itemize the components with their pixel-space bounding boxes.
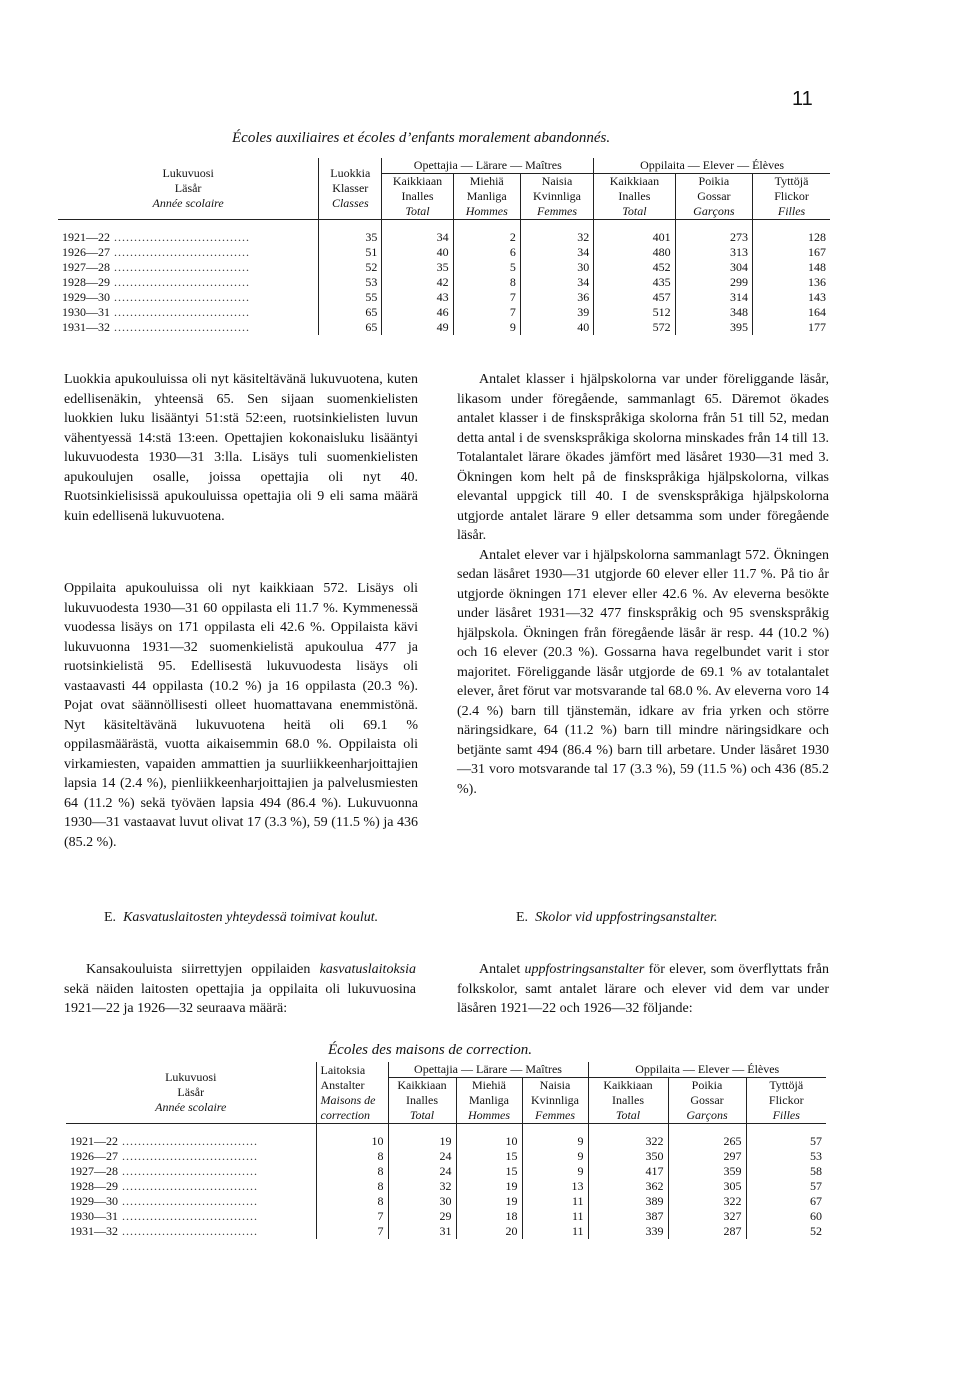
row-value-cell: 19 bbox=[456, 1179, 522, 1194]
row-value-cell: 299 bbox=[675, 275, 752, 290]
row-value-cell: 480 bbox=[594, 245, 675, 260]
row-year-cell: 1927—28 .................................. bbox=[62, 260, 250, 274]
row-value-cell: 42 bbox=[382, 275, 453, 290]
table2-caption: Écoles des maisons de correction. bbox=[328, 1042, 532, 1058]
row-value-cell: 389 bbox=[588, 1194, 668, 1209]
row-value-cell: 5 bbox=[453, 260, 520, 275]
row-value-cell: 350 bbox=[588, 1149, 668, 1164]
row-value-cell: 7 bbox=[316, 1224, 388, 1239]
row-value-cell: 18 bbox=[456, 1209, 522, 1224]
row-value-cell: 52 bbox=[319, 260, 382, 275]
row-value-cell: 13 bbox=[522, 1179, 588, 1194]
row-year-cell: 1931—32 .................................. bbox=[62, 320, 250, 334]
row-value-cell: 35 bbox=[319, 220, 382, 246]
row-value-cell: 8 bbox=[316, 1164, 388, 1179]
row-year-cell: 1926—27 .................................. bbox=[70, 1149, 258, 1163]
header-pupils-girls: Tyttöjä Flickor Filles bbox=[753, 174, 830, 220]
row-value-cell: 164 bbox=[753, 305, 830, 320]
header-pupils-boys: Poikia Gossar Garçons bbox=[675, 174, 752, 220]
header-pupils-group: Oppilaita — Elever — Élèves bbox=[594, 158, 830, 174]
row-value-cell: 297 bbox=[668, 1149, 746, 1164]
row-value-cell: 58 bbox=[746, 1164, 826, 1179]
table-row bbox=[66, 1179, 826, 1194]
row-value-cell: 51 bbox=[319, 245, 382, 260]
row-value-cell: 32 bbox=[388, 1179, 456, 1194]
row-value-cell: 177 bbox=[753, 320, 830, 335]
section-heading-swedish: E. Skolor vid uppfostringsanstalter. bbox=[516, 910, 718, 925]
table-auxiliary-schools bbox=[58, 158, 830, 335]
page-number: 11 bbox=[792, 88, 813, 110]
row-value-cell: 49 bbox=[382, 320, 453, 335]
row-value-cell: 7 bbox=[453, 305, 520, 320]
table-row bbox=[58, 290, 830, 305]
intro-finnish: Kansakouluista siirrettyjen oppilaiden kasvatuslaitoksia sekä näiden laitosten opettajia ja oppilaita oli lukuvuosina 1921—22 ja 1926—32 seuraava määrä: bbox=[64, 962, 416, 1016]
table-row bbox=[66, 1124, 826, 1150]
row-value-cell: 322 bbox=[668, 1194, 746, 1209]
row-value-cell: 53 bbox=[319, 275, 382, 290]
row-value-cell: 128 bbox=[753, 220, 830, 246]
row-value-cell: 395 bbox=[675, 320, 752, 335]
row-value-cell: 287 bbox=[668, 1224, 746, 1239]
row-value-cell: 31 bbox=[388, 1224, 456, 1239]
row-year-cell: 1921—22 .................................. bbox=[62, 230, 250, 244]
table-row bbox=[66, 1164, 826, 1179]
table-row bbox=[58, 320, 830, 335]
row-year-cell: 1930—31 .................................. bbox=[62, 305, 250, 319]
row-year-cell: 1927—28 .................................. bbox=[70, 1164, 258, 1178]
row-value-cell: 136 bbox=[753, 275, 830, 290]
row-year-cell: 1926—27 .................................. bbox=[62, 245, 250, 259]
row-value-cell: 305 bbox=[668, 1179, 746, 1194]
row-value-cell: 65 bbox=[319, 305, 382, 320]
header-pupils-total: Kaikkiaan Inalles Total bbox=[594, 174, 675, 220]
row-value-cell: 339 bbox=[588, 1224, 668, 1239]
row-value-cell: 167 bbox=[753, 245, 830, 260]
row-value-cell: 6 bbox=[453, 245, 520, 260]
row-value-cell: 457 bbox=[594, 290, 675, 305]
row-value-cell: 359 bbox=[668, 1164, 746, 1179]
row-value-cell: 8 bbox=[316, 1179, 388, 1194]
row-value-cell: 143 bbox=[753, 290, 830, 305]
table-row bbox=[58, 220, 830, 246]
row-value-cell: 57 bbox=[746, 1179, 826, 1194]
row-value-cell: 9 bbox=[522, 1124, 588, 1150]
header2-teachers-group: Opettajia — Lärare — Maîtres bbox=[388, 1062, 588, 1078]
header2-year: Lukuvuosi Läsår Année scolaire bbox=[66, 1062, 316, 1124]
row-value-cell: 273 bbox=[675, 220, 752, 246]
header2-pupils-girls: Tyttöjä Flickor Filles bbox=[746, 1078, 826, 1124]
row-value-cell: 572 bbox=[594, 320, 675, 335]
row-value-cell: 11 bbox=[522, 1209, 588, 1224]
row-value-cell: 314 bbox=[675, 290, 752, 305]
row-value-cell: 387 bbox=[588, 1209, 668, 1224]
header-teachers-total: Kaikkiaan Inalles Total bbox=[382, 174, 453, 220]
row-value-cell: 29 bbox=[388, 1209, 456, 1224]
header-teachers-group: Opettajia — Lärare — Maîtres bbox=[382, 158, 594, 174]
row-value-cell: 30 bbox=[520, 260, 593, 275]
row-value-cell: 53 bbox=[746, 1149, 826, 1164]
row-year-cell: 1928—29 .................................. bbox=[62, 275, 250, 289]
row-value-cell: 8 bbox=[453, 275, 520, 290]
header2-teachers-men: Miehiä Manliga Hommes bbox=[456, 1078, 522, 1124]
row-value-cell: 9 bbox=[522, 1164, 588, 1179]
table-row bbox=[66, 1194, 826, 1209]
row-value-cell: 8 bbox=[316, 1194, 388, 1209]
table-row bbox=[58, 305, 830, 320]
intro-swedish: Antalet uppfostringsanstalter för elever, som överflyttats från folkskolor, samt antalet lärare och elever vid dem var under läsåren 1921—22 och 1926—32 följande: bbox=[457, 962, 829, 1016]
row-value-cell: 512 bbox=[594, 305, 675, 320]
left-paragraph-2: Oppilaita apukouluissa oli nyt kaikkiaan 572. Lisäys oli lukuvuodesta 1930—31 60 oppilasta eli 11.7 %. Kymmenessä vuodessa lisäys on 171 oppilasta eli 42.6 %. Oppilaista kävi lukuvuonna 1931—32 suomenkielistä apukoulua 477 ja ruotsinkielistä 95. Edellisestä lukuvuodesta lisäys oli vastaavasti 44 oppilasta (10.2 %) ja 16 oppilasta (20.3 %). Pojat ovat säännöllisesti olleet huomattavana enemmistönä. Nyt käsiteltävänä lukuvuotena heitä oli 69.1 % oppilasmäärästä, vuotta aikaisemmin 68.0 %. Oppilaista oli virkamiesten, vapaiden ammattien ja suurliikkeenharjoittajien lapsia 14 (2.4 %), pienliikkeenharjoittajien ja palvelusmiesten 64 (11.2 %) sekä työväen lapsia 494 (86.4 %). Lukuvuonna 1930—31 vastaavat luvut olivat 17 (3.3 %), 59 (11.5 %) ja 436 (85.2 %). bbox=[64, 581, 418, 850]
header-teachers-men: Miehiä Manliga Hommes bbox=[453, 174, 520, 220]
row-value-cell: 362 bbox=[588, 1179, 668, 1194]
table-row bbox=[58, 245, 830, 260]
right-paragraphs: Antalet klasser i hjälpskolorna var under föreliggande läsår, likasom under föregående, sammanlagt 65. Däremot ökades antalet klasser i de finskspråkiga skolorna från 51 till 52, medan detta antal i de svenskspråkiga skolorna minskades från 14 till 13. Totalantalet lärare ökades jämfört med läsåret 1930—31 med 3. Ökningen kom helt på de finskspråkiga hjälpskolorna, vilkas elevantal uppgick till 40. I de svenskspråkiga hjälpskolorna utgjorde antalet lärare 9 eller detsamma som under föregående läsår. Antalet elever var i hjälpskolorna sammanlagt 572. Ökningen sedan läsåret 1930—31 utgjorde 60 elever eller 11.7 %. På tio år utgjorde ökningen 171 elever eller 42.6 %. Av eleverna besökte under läsåret 1931—32 477 finskspråkig och 95 svenskspråkig hjälpskola. Ökningen från föregående läsår är resp. 44 (10.2 %) och 16 elever (20.3 %). Gossarna hava regelbundet varit i stor majoritet. Föreliggande läsår utgjorde de 69.1 % av totalantalet elever, året förut var motsvarande tal 68.0 %. Av eleverna voro 14 (2.4 %) barn till tjänstemän, idkare av fria yrken och större näringsidkare, 64 (11.2 %) barn till mindre näringsidkare och betjänte samt 494 (86.4 %) barn till arbetare. Under läsåret 1930—31 voro motsvarande tal 17 (3.3 %), 59 (11.5 %) och 436 (85.2 %). bbox=[457, 372, 829, 797]
row-value-cell: 57 bbox=[746, 1124, 826, 1150]
row-value-cell: 39 bbox=[520, 305, 593, 320]
row-value-cell: 9 bbox=[522, 1149, 588, 1164]
row-value-cell: 19 bbox=[388, 1124, 456, 1150]
row-value-cell: 265 bbox=[668, 1124, 746, 1150]
row-value-cell: 43 bbox=[382, 290, 453, 305]
row-value-cell: 11 bbox=[522, 1224, 588, 1239]
header2-teachers-total: Kaikkiaan Inalles Total bbox=[388, 1078, 456, 1124]
table-row bbox=[66, 1224, 826, 1239]
section-heading-finnish: E. Kasvatuslaitosten yhteydessä toimivat koulut. bbox=[104, 910, 379, 925]
row-value-cell: 67 bbox=[746, 1194, 826, 1209]
header2-pupils-group: Oppilaita — Elever — Élèves bbox=[588, 1062, 826, 1078]
row-value-cell: 322 bbox=[588, 1124, 668, 1150]
row-value-cell: 452 bbox=[594, 260, 675, 275]
row-value-cell: 34 bbox=[382, 220, 453, 246]
row-year-cell: 1929—30 .................................. bbox=[62, 290, 250, 304]
row-value-cell: 10 bbox=[456, 1124, 522, 1150]
header-classes: Luokkia Klasser Classes bbox=[319, 158, 382, 220]
header-year: Lukuvuosi Läsår Année scolaire bbox=[58, 158, 319, 220]
row-value-cell: 55 bbox=[319, 290, 382, 305]
header2-pupils-total: Kaikkiaan Inalles Total bbox=[588, 1078, 668, 1124]
row-year-cell: 1931—32 .................................. bbox=[70, 1224, 258, 1238]
table-row bbox=[58, 260, 830, 275]
header2-pupils-boys: Poikia Gossar Garçons bbox=[668, 1078, 746, 1124]
row-value-cell: 24 bbox=[388, 1164, 456, 1179]
row-value-cell: 40 bbox=[520, 320, 593, 335]
row-year-cell: 1921—22 .................................. bbox=[70, 1134, 258, 1148]
row-value-cell: 7 bbox=[453, 290, 520, 305]
row-value-cell: 148 bbox=[753, 260, 830, 275]
row-value-cell: 348 bbox=[675, 305, 752, 320]
row-value-cell: 60 bbox=[746, 1209, 826, 1224]
row-value-cell: 40 bbox=[382, 245, 453, 260]
row-value-cell: 417 bbox=[588, 1164, 668, 1179]
row-value-cell: 34 bbox=[520, 245, 593, 260]
row-value-cell: 313 bbox=[675, 245, 752, 260]
header2-teachers-women: Naisia Kvinnliga Femmes bbox=[522, 1078, 588, 1124]
row-value-cell: 20 bbox=[456, 1224, 522, 1239]
row-value-cell: 52 bbox=[746, 1224, 826, 1239]
row-value-cell: 24 bbox=[388, 1149, 456, 1164]
row-value-cell: 10 bbox=[316, 1124, 388, 1150]
row-value-cell: 32 bbox=[520, 220, 593, 246]
header2-institutions: Laitoksia Anstalter Maisons de correction bbox=[316, 1062, 388, 1124]
row-value-cell: 34 bbox=[520, 275, 593, 290]
table-correction-schools bbox=[66, 1062, 826, 1239]
table-row bbox=[66, 1149, 826, 1164]
row-value-cell: 46 bbox=[382, 305, 453, 320]
row-year-cell: 1929—30 .................................. bbox=[70, 1194, 258, 1208]
header-teachers-women: Naisia Kvinnliga Femmes bbox=[520, 174, 593, 220]
table-row bbox=[58, 275, 830, 290]
row-value-cell: 36 bbox=[520, 290, 593, 305]
row-year-cell: 1930—31 .................................. bbox=[70, 1209, 258, 1223]
table1-caption: Écoles auxiliaires et écoles d’enfants moralement abandonnés. bbox=[232, 130, 611, 146]
row-value-cell: 15 bbox=[456, 1164, 522, 1179]
table1-body bbox=[58, 220, 830, 336]
row-value-cell: 11 bbox=[522, 1194, 588, 1209]
row-value-cell: 7 bbox=[316, 1209, 388, 1224]
row-value-cell: 8 bbox=[316, 1149, 388, 1164]
table-row bbox=[66, 1209, 826, 1224]
row-value-cell: 9 bbox=[453, 320, 520, 335]
left-paragraph-1: Luokkia apukouluissa oli nyt käsiteltävänä lukuvuotena, kuten edellisenäkin, yhteensä 65. Sen sijaan suomenkielisten luokkien luku lisääntyi 51:stä 52:een, ruotsinkielisten luvun vähentyessä 14:stä 13:een. Opettajien kokonaisluku lisääntyi lukuvuodesta 1930—31 3:lla. Lisäys tuli suomenkielisten apukoulujen osalle, joissa opettajia oli nyt 40. Ruotsinkielisissä apukouluissa opettajia oli 9 eli sama määrä kuin edellisenä lukuvuotena. bbox=[64, 372, 418, 524]
table2-body bbox=[66, 1124, 826, 1240]
row-value-cell: 2 bbox=[453, 220, 520, 246]
row-value-cell: 304 bbox=[675, 260, 752, 275]
row-value-cell: 65 bbox=[319, 320, 382, 335]
row-value-cell: 35 bbox=[382, 260, 453, 275]
row-value-cell: 327 bbox=[668, 1209, 746, 1224]
row-value-cell: 30 bbox=[388, 1194, 456, 1209]
row-value-cell: 435 bbox=[594, 275, 675, 290]
row-value-cell: 19 bbox=[456, 1194, 522, 1209]
row-value-cell: 401 bbox=[594, 220, 675, 246]
row-year-cell: 1928—29 .................................. bbox=[70, 1179, 258, 1193]
row-value-cell: 15 bbox=[456, 1149, 522, 1164]
